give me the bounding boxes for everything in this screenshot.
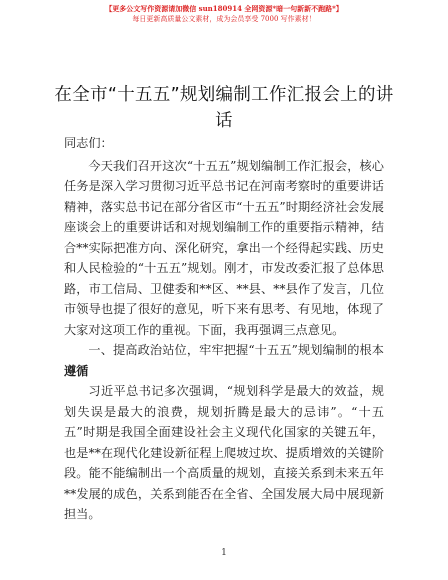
section-heading-1 — [64, 340, 384, 381]
paragraph-2: 习近平总书记多次强调，“规划科学是最大的效益，规划失误是最大的浪费，规划折腾是最大的忌讳”。“十五五”时期是我国全面建设社会主义现代化国家的关键五年，也是**在现代化建设新征程上爬坡过坎、提质增效的关键阶段。能不能编制出一个高质量的规划，直接关系到未来五年**发展的成色，关系到能否在全省、全国发展大局中展现新担当。 — [64, 384, 384, 521]
promo-banner — [0, 4, 448, 24]
banner-line-2: 每日更新高质量公文素材，成为会员享受 7000 写作素材！ — [132, 15, 316, 23]
banner-line-1: 【更多公文写作资源请加微信 sun180914 全网资源*暗一句新新不跑路*】 — [105, 4, 343, 13]
paragraph-1: 今天我们召开这次“十五五”规划编制工作汇报会，核心任务是深入学习贯彻习近平总书记在河南考察时的重要讲话精神，落实总书记在部分省区市“十五五”时期经济社会发展座谈会上的重要讲话和对规划编制工作的重要指示精神，结合**实际把准方向、深化研究，拿出一个经得起实践、历史和人民检验的“十五五”规划。刚才，市发改委汇报了总体思路，市工信局、卫健委和**区、**县、**县作了发言，几位市领导也提了很好的意见，听下来有思考、有见地，体现了大家对这项工作的重视。下面，我再强调三点意见。 — [64, 158, 384, 337]
section-heading-1-text: 一、提高政治站位，牢牢把握“十五五”规划编制的根本 — [88, 343, 384, 357]
salutation: 同志们： — [64, 136, 113, 150]
section-heading-1-bold: 遵循 — [64, 363, 89, 378]
page-number: 1 — [221, 548, 227, 558]
document-title: 在全市“十五五”规划编制工作汇报会上的讲话 — [54, 85, 394, 131]
document-body — [64, 133, 384, 525]
